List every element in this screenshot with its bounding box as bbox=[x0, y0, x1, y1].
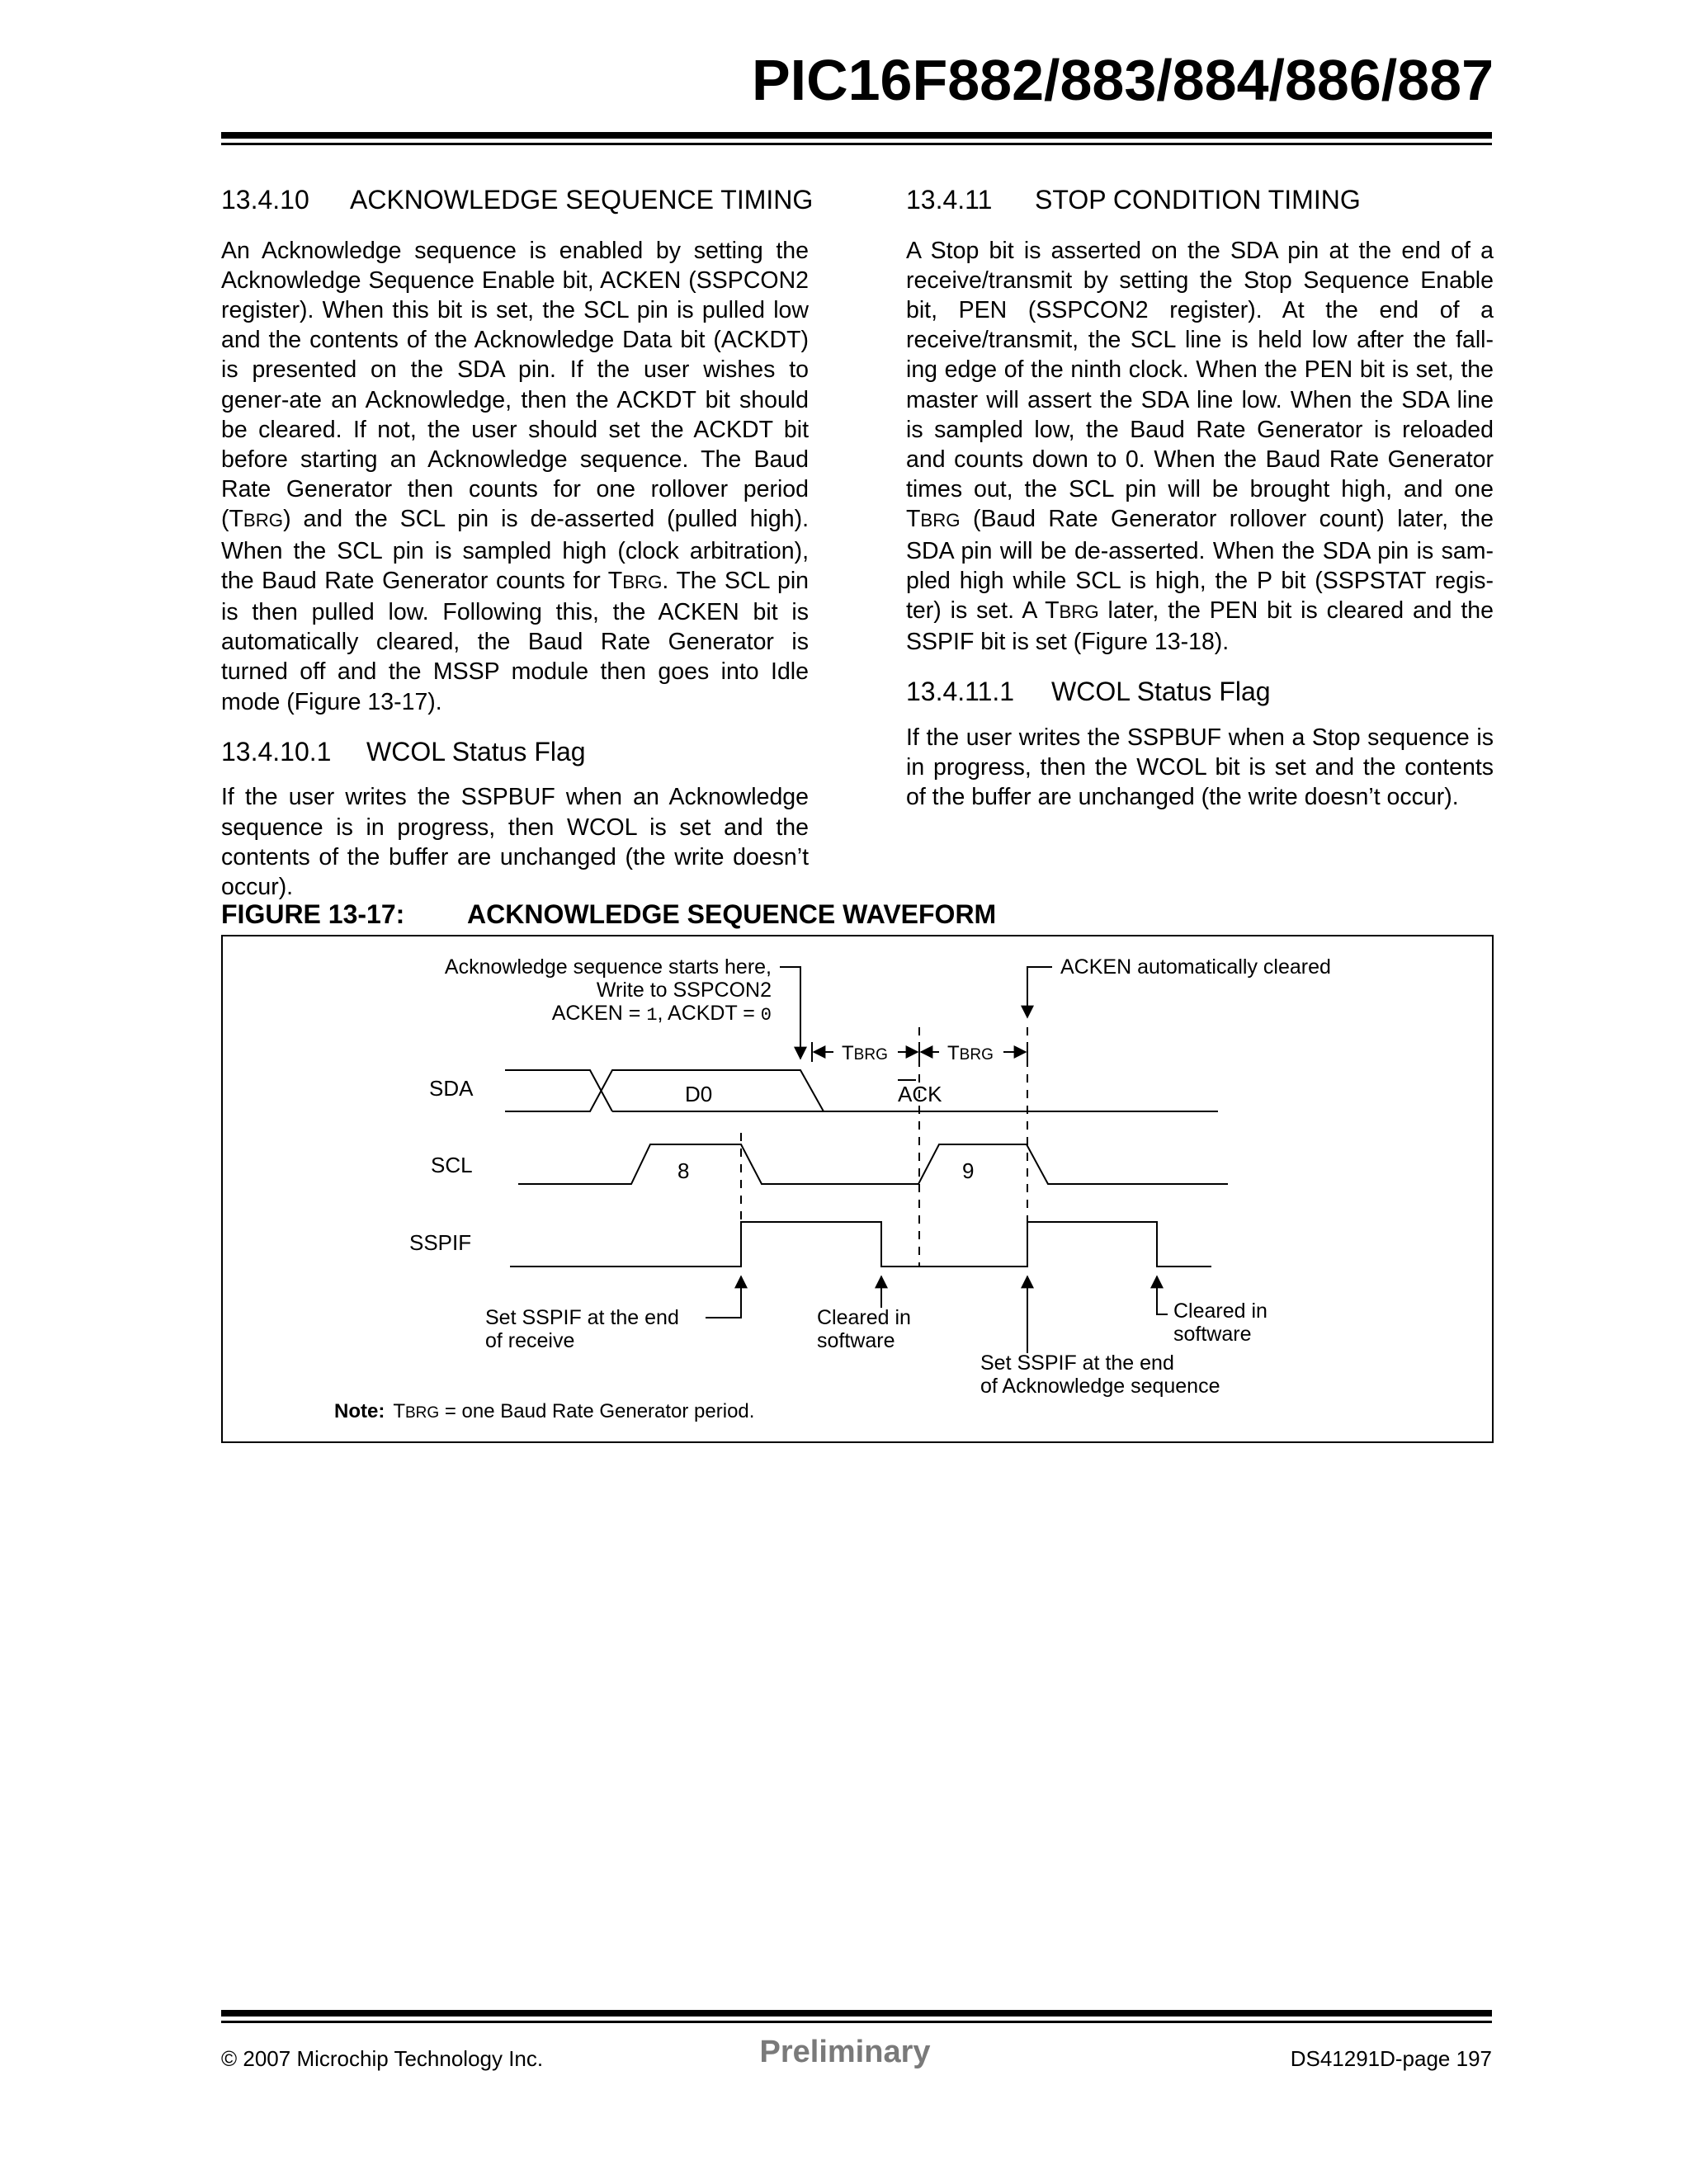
footer-copyright: © 2007 Microchip Technology Inc. bbox=[221, 2046, 544, 2071]
ann-set-ack-line1: Set SSPIF at the end bbox=[980, 1351, 1174, 1375]
text-run: T bbox=[947, 1042, 960, 1064]
sda-waveform-high bbox=[505, 1070, 612, 1111]
left-column bbox=[221, 183, 814, 902]
subsection-heading-13-4-10-1 bbox=[221, 735, 809, 770]
footer-page-number: DS41291D-page 197 bbox=[1290, 2046, 1492, 2071]
ann-cleared-1-line2: software bbox=[817, 1329, 895, 1352]
acknowledge-waveform-diagram bbox=[223, 936, 1492, 1441]
scl-clock-9: 9 bbox=[962, 1158, 975, 1183]
tbrg-subscript: BRG bbox=[920, 510, 961, 531]
stop-condition-paragraph bbox=[906, 236, 1494, 658]
document-title: PIC16F882/883/884/886/887 bbox=[751, 48, 1494, 112]
header-rule-thin bbox=[221, 143, 1492, 145]
ann-start-line3 bbox=[552, 1002, 772, 1026]
ann-set-recv-line2: of receive bbox=[485, 1329, 575, 1352]
tbrg-subscript: BRG bbox=[959, 1046, 994, 1064]
scl-waveform bbox=[518, 1144, 1228, 1184]
sda-waveform-low-start bbox=[505, 1070, 1218, 1111]
text-run: T bbox=[393, 1400, 405, 1422]
tbrg-subscript: BRG bbox=[622, 571, 663, 592]
text-run: later, the PEN bit is cleared and the SSPIF bit is set (Figure 13-18). bbox=[906, 597, 1494, 656]
sda-data-ack: ACK bbox=[898, 1082, 942, 1106]
wcol-ack-paragraph: If the user writes the SSPBUF when an Acknowledge sequence is in progress, then WCOL is set and the contents of the buffer are unchanged (the write doesn’t occur). bbox=[221, 784, 809, 901]
footer-preliminary: Preliminary bbox=[759, 2035, 931, 2069]
subsection-title: WCOL Status Flag bbox=[1051, 677, 1271, 707]
text-run: . The SCL pin is then pulled low. Following this, the ACKEN bit is automatically cleared, the Baud Rate Generator is turned off and the MSSP module then goes into Idle mode (Figure 13-17). bbox=[221, 567, 809, 715]
ann-set-recv-leader bbox=[706, 1276, 741, 1318]
tbrg-label-1 bbox=[842, 1042, 888, 1064]
section-title: STOP CONDITION TIMING bbox=[1035, 185, 1361, 215]
right-column bbox=[906, 183, 1494, 813]
subsection-title: WCOL Status Flag bbox=[366, 736, 586, 767]
text-run: ACKEN = bbox=[551, 1002, 647, 1025]
header-rule-thick bbox=[221, 132, 1492, 139]
ann-acken: ACKEN automatically cleared bbox=[1060, 955, 1331, 979]
text-run: , ACKDT = bbox=[657, 1002, 761, 1025]
text-run: A Stop bit is asserted on the SDA pin at the end of a receive/transmit by setting the Stop Sequence Enable bit, PEN (SSPCON2 register). At the end of a receive/transmit, the SCL line is held low after the fall-ing edge of the ninth clock. When the PEN bit is set, the master will assert the SDA line low. When the SDA line is sampled low, the Baud Rate Generator is reloaded and counts down to 0. When the Baud Rate Generator times out, the SCL pin will be brought high, and one T bbox=[906, 237, 1494, 533]
ann-start-line1: Acknowledge sequence starts here, bbox=[444, 955, 772, 979]
ann-set-recv-line1: Set SSPIF at the end bbox=[485, 1306, 679, 1329]
text-run: An Acknowledge sequence is enabled by setting the Acknowledge Sequence Enable bit, ACKEN (SSPCON2 register). When this bit is set, the SCL pin is pulled low and the contents of the Acknowledge Data bit (ACKDT) is presented on the SDA pin. If the user wishes to gener-ate an Acknowledge, then the ACKDT bit should be cleared. If not, the user should set the ACKDT bit before starting an Acknowledge sequence. The Baud Rate Generator then counts for one rollover period (T bbox=[221, 237, 809, 533]
ann-acken-leader bbox=[1027, 967, 1052, 1017]
signal-label-sspif: SSPIF bbox=[409, 1230, 472, 1255]
tbrg-subscript: BRG bbox=[405, 1404, 440, 1422]
ann-cleared-2-line1: Cleared in bbox=[1173, 1300, 1268, 1323]
subsection-number: 13.4.11.1 bbox=[906, 677, 1015, 707]
footer-rule-thin bbox=[221, 2021, 1492, 2023]
ann-start-leader bbox=[780, 967, 800, 1059]
ann-set-ack-line2: of Acknowledge sequence bbox=[980, 1375, 1220, 1398]
scl-clock-8: 8 bbox=[677, 1158, 690, 1183]
subsection-number: 13.4.10.1 bbox=[221, 736, 332, 767]
tbrg-subscript: BRG bbox=[243, 510, 284, 531]
section-heading-13-4-11 bbox=[906, 183, 1494, 218]
ann-cleared-1-line1: Cleared in bbox=[817, 1306, 911, 1329]
note-label: Note: bbox=[334, 1400, 385, 1422]
tbrg-label-2 bbox=[947, 1042, 994, 1064]
section-heading-13-4-10 bbox=[221, 183, 814, 218]
section-number: 13.4.11 bbox=[906, 185, 993, 215]
mono-value: 1 bbox=[646, 1005, 658, 1026]
figure-caption bbox=[221, 899, 996, 930]
ann-start-line2: Write to SSPCON2 bbox=[596, 979, 772, 1002]
note-text: = one Baud Rate Generator period. bbox=[439, 1400, 755, 1422]
sspif-waveform bbox=[510, 1222, 1211, 1267]
ann-cleared-2-leader bbox=[1157, 1276, 1168, 1314]
signal-label-sda: SDA bbox=[429, 1076, 474, 1101]
figure-title: ACKNOWLEDGE SEQUENCE WAVEFORM bbox=[467, 899, 997, 929]
subsection-heading-13-4-11-1 bbox=[906, 675, 1494, 710]
signal-label-scl: SCL bbox=[431, 1153, 473, 1177]
text-run: T bbox=[842, 1042, 854, 1064]
tbrg-subscript: BRG bbox=[1059, 601, 1099, 623]
figure-number: FIGURE 13-17: bbox=[221, 899, 405, 929]
figure-box bbox=[221, 935, 1494, 1443]
sda-data-d0: D0 bbox=[685, 1082, 713, 1106]
text-run: ) and the SCL pin is de-asserted (pulled high). When the SCL pin is sampled high (clock arbitration), the Baud Rate Generator counts for T bbox=[221, 506, 809, 594]
ack-sequence-paragraph bbox=[221, 236, 809, 717]
tbrg-subscript: BRG bbox=[853, 1046, 888, 1064]
footer-rule-thick bbox=[221, 2010, 1492, 2017]
text-run: (Baud Rate Generator rollover count) later, the SDA pin will be de-asserted. When the SDA pin is sam-pled high while SCL is high, the P bit (SSPSTAT regis-ter) is set. A T bbox=[906, 506, 1494, 625]
figure-note bbox=[334, 1400, 754, 1422]
section-number: 13.4.10 bbox=[221, 185, 309, 215]
section-title: ACKNOWLEDGE SEQUENCE TIMING bbox=[350, 185, 814, 215]
ann-cleared-2-line2: software bbox=[1173, 1323, 1252, 1346]
wcol-stop-paragraph: If the user writes the SSPBUF when a Stop sequence is in progress, then the WCOL bit is set and the contents of the buffer are unchanged (the write doesn’t occur). bbox=[906, 724, 1494, 811]
mono-value: 0 bbox=[760, 1005, 772, 1026]
